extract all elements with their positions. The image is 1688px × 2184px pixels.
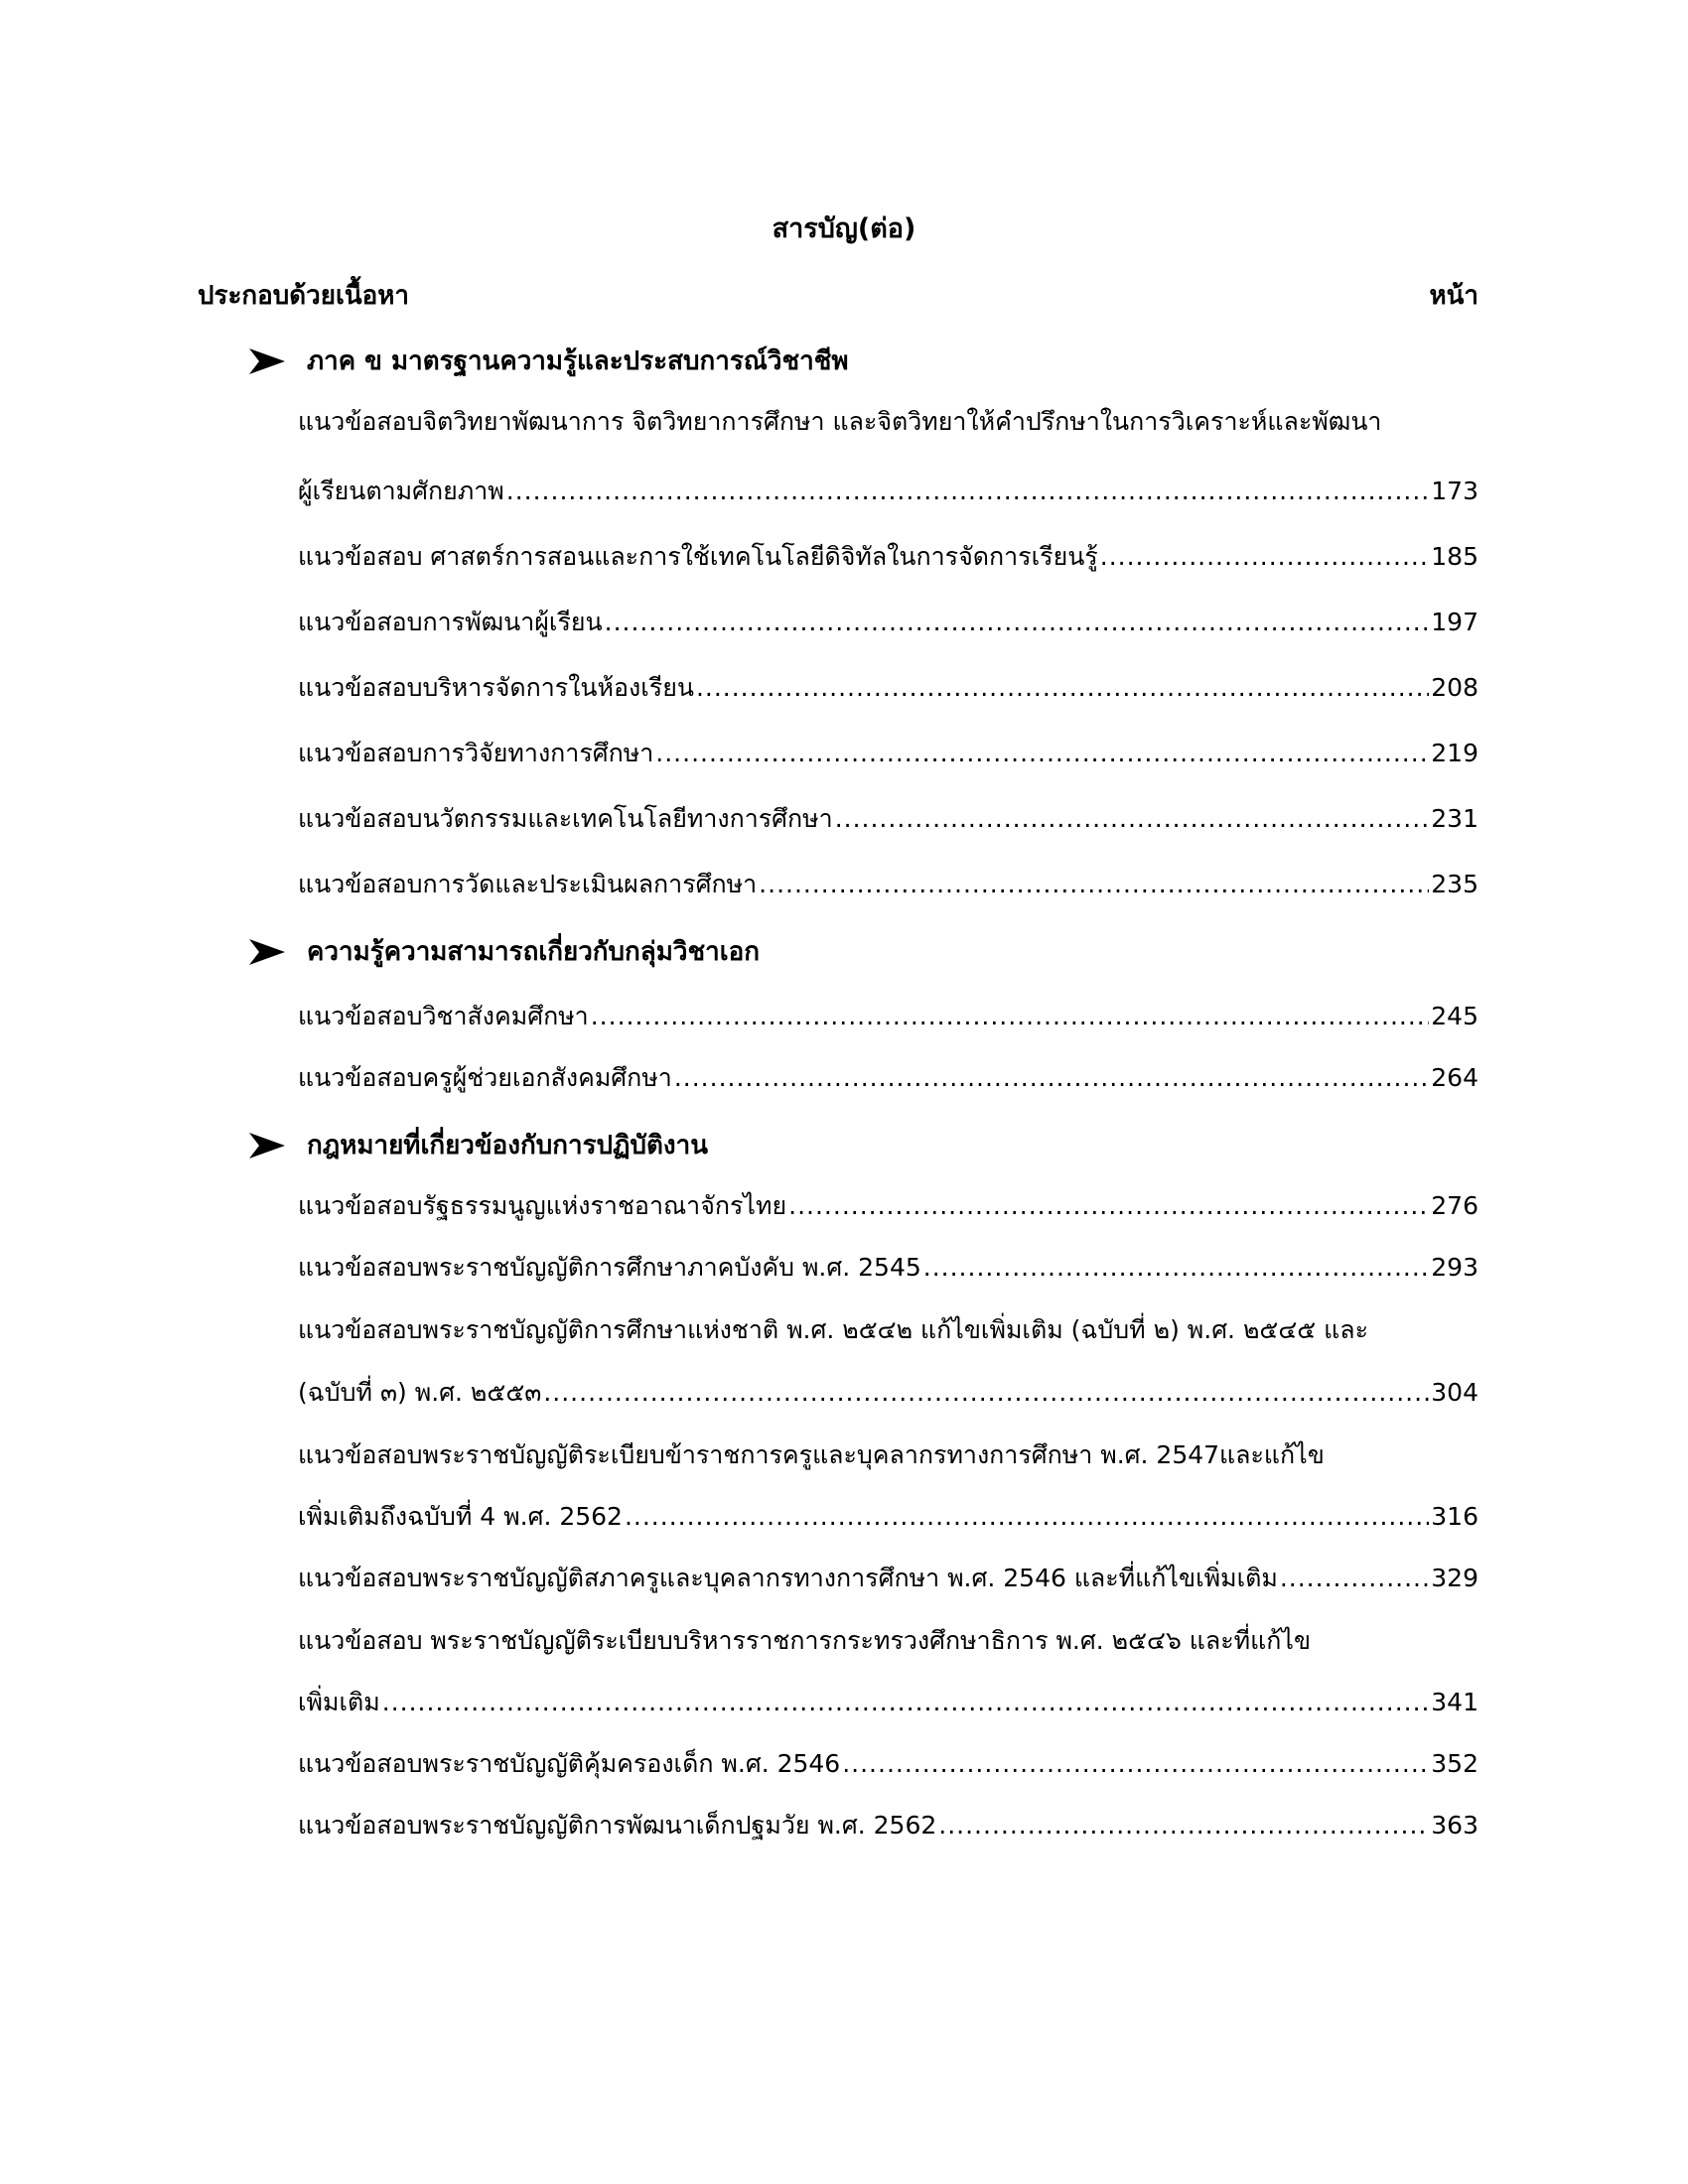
- dot-leader: [655, 734, 1429, 773]
- toc-entry: [298, 1497, 1478, 1537]
- toc-page-number: 363: [1431, 1811, 1478, 1840]
- toc-entry-text: แนวข้อสอบ พระราชบัญญัติระเบียบบริหารราชการกระทรวงศึกษาธิการ พ.ศ. ๒๕๔๖ และที่แก้ไข: [298, 1626, 1312, 1655]
- toc-entry: [298, 472, 1478, 511]
- toc-page-number: 231: [1431, 804, 1478, 833]
- toc-entry-text: แนวข้อสอบพระราชบัญญัติสภาครูและบุคลากรทางการศึกษา พ.ศ. 2546 และที่แก้ไขเพิ่มเติม: [298, 1564, 1278, 1592]
- dot-leader: [1280, 1559, 1429, 1598]
- section-heading-3: [247, 1125, 1478, 1165]
- dot-leader: [923, 1248, 1430, 1288]
- section-heading-text: กฎหมายที่เกี่ยวข้องกับการปฏิบัติงาน: [307, 1131, 708, 1160]
- toc-page-number: 197: [1431, 608, 1478, 636]
- toc-page-number: 173: [1431, 477, 1478, 505]
- toc-page-number: 185: [1431, 542, 1478, 571]
- toc-entry: [298, 1373, 1478, 1413]
- dot-leader: [788, 1186, 1429, 1226]
- toc-entry-text: แนวข้อสอบจิตวิทยาพัฒนาการ จิตวิทยาการศึกษา และจิตวิทยาให้คำปรึกษาในการวิเคราะห์และพัฒนา: [298, 407, 1382, 436]
- toc-page-number: 341: [1431, 1688, 1478, 1716]
- toc-page-number: 264: [1431, 1063, 1478, 1092]
- section-heading-text: ภาค ข มาตรฐานความรู้และประสบการณ์วิชาชีพ: [307, 346, 849, 376]
- toc-entry-text: แนวข้อสอบการพัฒนาผู้เรียน: [298, 608, 603, 636]
- toc-page-number: 293: [1431, 1253, 1478, 1282]
- dot-leader: [382, 1683, 1430, 1722]
- dot-leader: [591, 997, 1430, 1036]
- toc-entry-text: แนวข้อสอบการวิจัยทางการศึกษา: [298, 739, 654, 767]
- page-title: สารบัญ(ต่อ): [772, 213, 916, 244]
- toc-page-number: 208: [1431, 673, 1478, 702]
- toc-entry-text: แนวข้อสอบพระราชบัญญัติการศึกษาแห่งชาติ พ.ศ. ๒๕๔๒ แก้ไขเพิ่มเติม (ฉบับที่ ๒) พ.ศ. ๒๕๔๕ และ: [298, 1315, 1369, 1344]
- dot-leader: [696, 668, 1429, 708]
- toc-page-number: 352: [1431, 1749, 1478, 1778]
- toc-entry-text: แนวข้อสอบการวัดและประเมินผลการศึกษา: [298, 870, 758, 898]
- toc-entry: [298, 537, 1478, 577]
- toc-page-number: 316: [1431, 1502, 1478, 1531]
- toc-entry: [298, 1559, 1478, 1598]
- toc-entry-text: แนวข้อสอบรัฐธรรมนูญแห่งราชอาณาจักรไทย: [298, 1191, 787, 1220]
- toc-entry-text: แนวข้อสอบพระราชบัญญัติการพัฒนาเด็กปฐมวัย พ.ศ. 2562: [298, 1811, 937, 1840]
- dot-leader: [674, 1058, 1429, 1098]
- toc-entry-text: เพิ่มเติมถึงฉบับที่ 4 พ.ศ. 2562: [298, 1502, 623, 1531]
- toc-page-number: 245: [1431, 1002, 1478, 1030]
- arrow-bullet-icon: [247, 1131, 287, 1160]
- dot-leader: [625, 1497, 1429, 1537]
- toc-entry-text: แนวข้อสอบวิชาสังคมศึกษา: [298, 1002, 589, 1030]
- section-heading-text: ความรู้ความสามารถเกี่ยวกับกลุ่มวิชาเอก: [307, 937, 760, 967]
- dot-leader: [543, 1373, 1429, 1413]
- toc-entry-text: เพิ่มเติม: [298, 1688, 380, 1716]
- dot-leader: [835, 799, 1430, 839]
- toc-entry: [298, 402, 1478, 442]
- toc-entry: [298, 734, 1478, 773]
- toc-entry: [298, 1248, 1478, 1288]
- toc-page-number: 304: [1431, 1378, 1478, 1407]
- toc-entry-text: ผู้เรียนตามศักยภาพ: [298, 477, 504, 505]
- page-column-label: หน้า: [1429, 281, 1478, 311]
- toc-entry: [298, 799, 1478, 839]
- toc-entry: [298, 1435, 1478, 1475]
- dot-leader: [938, 1806, 1429, 1845]
- section-heading-1: [247, 341, 1478, 381]
- toc-entry-text: แนวข้อสอบนวัตกรรมและเทคโนโลยีทางการศึกษา: [298, 804, 833, 833]
- toc-page-number: 219: [1431, 739, 1478, 767]
- toc-entry-text: แนวข้อสอบ ศาสตร์การสอนและการใช้เทคโนโลยีดิจิทัลในการจัดการเรียนรู้: [298, 542, 1098, 571]
- toc-entry: [298, 1806, 1478, 1845]
- toc-entry: [298, 1744, 1478, 1784]
- dot-leader: [759, 865, 1429, 904]
- toc-entry-text: แนวข้อสอบพระราชบัญญัติการศึกษาภาคบังคับ พ.ศ. 2545: [298, 1253, 921, 1282]
- dot-leader: [605, 603, 1430, 642]
- arrow-bullet-icon: [247, 346, 287, 376]
- toc-page-number: 276: [1431, 1191, 1478, 1220]
- toc-entry: [298, 1186, 1478, 1226]
- contents-label: ประกอบด้วยเนื้อหา: [198, 281, 410, 311]
- dot-leader: [842, 1744, 1429, 1784]
- toc-entry: [298, 997, 1478, 1036]
- toc-entry-text: แนวข้อสอบบริหารจัดการในห้องเรียน: [298, 673, 694, 702]
- toc-entry: [298, 1683, 1478, 1722]
- toc-page-number: 235: [1431, 870, 1478, 898]
- toc-entry-text: แนวข้อสอบครูผู้ช่วยเอกสังคมศึกษา: [298, 1063, 672, 1092]
- toc-entry-text: (ฉบับที่ ๓) พ.ศ. ๒๕๕๓: [298, 1378, 542, 1407]
- arrow-bullet-icon: [247, 937, 287, 967]
- toc-entry: [298, 603, 1478, 642]
- toc-entry-text: แนวข้อสอบพระราชบัญญัติคุ้มครองเด็ก พ.ศ. 2546: [298, 1749, 841, 1778]
- toc-entry: [298, 668, 1478, 708]
- toc-entry-text: แนวข้อสอบพระราชบัญญัติระเบียบข้าราชการครูและบุคลากรทางการศึกษา พ.ศ. 2547และแก้ไข: [298, 1440, 1325, 1469]
- section-heading-2: [247, 931, 1478, 972]
- toc-entry: [298, 1058, 1478, 1098]
- toc-entry: [298, 865, 1478, 904]
- toc-entry: [298, 1621, 1478, 1661]
- column-header: [198, 275, 1478, 316]
- dot-leader: [1100, 537, 1430, 577]
- toc-page-number: 329: [1431, 1564, 1478, 1592]
- dot-leader: [506, 472, 1430, 511]
- toc-entry: [298, 1310, 1478, 1350]
